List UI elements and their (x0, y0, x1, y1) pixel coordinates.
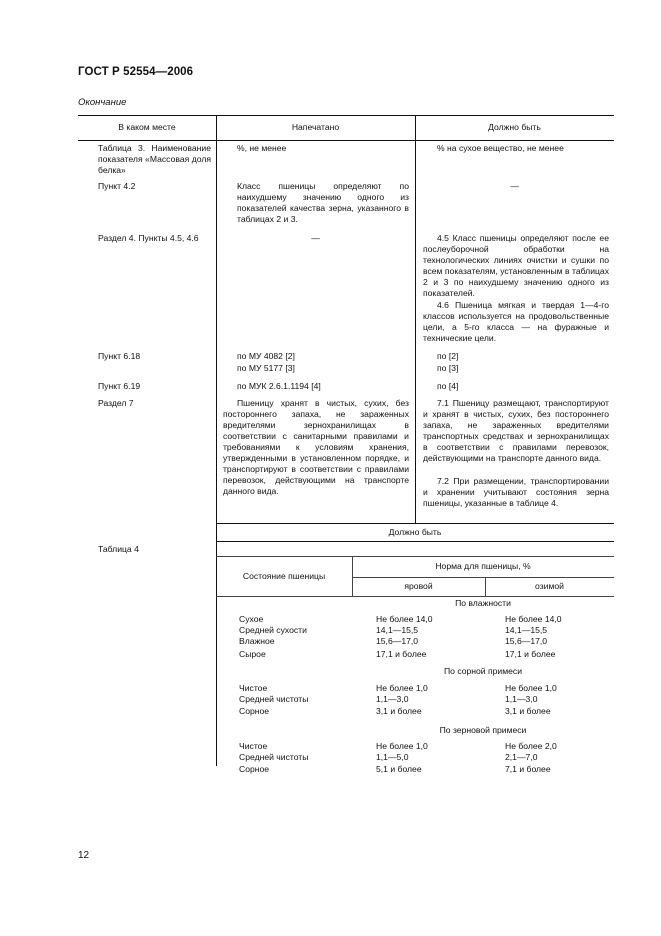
table4-state: Средней чистоты (239, 752, 309, 762)
table4-title: Должно быть (388, 527, 442, 537)
row-where: Таблица 3. Наименование показателя «Массовая доля белка» (98, 143, 211, 175)
table4-spring-value: 17,1 и более (376, 649, 427, 659)
table4-state: Сорное (239, 764, 270, 774)
row-should: % на сухое вещество, не менее (437, 143, 564, 153)
continuation-label: Окончание (78, 97, 127, 108)
row-should-paragraph: 4.6 Пшеница мягкая и твердая 1—4-го классов используется на продовольственные цели, а 5-го класса — на фуражные и технические цели. (423, 300, 609, 343)
table4-spring-value: Не более 14,0 (376, 614, 433, 624)
column-divider-1 (216, 115, 217, 766)
table4-winter-value: Не более 1,0 (505, 683, 557, 693)
table4-winter-value: 7,1 и более (505, 764, 551, 774)
table-top-border (78, 115, 614, 116)
table4-spring-value: 14,1—15,5 (376, 625, 419, 635)
row-should-paragraph: 4.5 Класс пшеницы определяют после ее послеуборочной обработки на технологических линиях очистки и сушки по всем показателям, установленным в таблицах 2 и 3 по наихудшему значению одного из показателей. (423, 233, 609, 298)
table4-state: Средней сухости (239, 625, 307, 635)
row-should: по [3] (437, 363, 459, 373)
table4-spring-value: 1,1—5,0 (376, 752, 409, 762)
row-where: Пункт 4.2 (98, 181, 136, 191)
row-printed: по МУ 4082 [2] (237, 351, 295, 361)
table4-spring-value: Не более 1,0 (376, 741, 428, 751)
row-should-paragraph: 7.1 Пшеницу размещают, транспортируют и хранят в чистых, сухих, без постороннего запаха, не зараженных вредителями транспортных средствах и зернохранилищах в соответствии с правилами перевозок, действующими на транспорте данного вида. (423, 398, 609, 463)
table4-spring-value: 3,1 и более (376, 706, 422, 716)
column-header-printed: Напечатано (291, 122, 340, 132)
row-should: по [2] (437, 351, 459, 361)
table4-spring-header: яровой (404, 581, 433, 591)
table4-state: Сырое (239, 649, 266, 659)
table4-norm-header: Норма для пшеницы, % (435, 561, 531, 571)
table-header-border (78, 140, 614, 141)
table4-spring-value: Не более 1,0 (376, 683, 428, 693)
table4-winter-value: 14,1—15,5 (505, 625, 548, 635)
table4-title-border (216, 541, 614, 542)
row-printed: %, не менее (237, 143, 287, 153)
table4-spring-value: 5,1 и более (376, 764, 422, 774)
row-printed: Пшеницу хранят в чистых, сухих, без постороннего запаха, не зараженных вредителями зернохранилищах в соответствии с санитарными правилами и требованиями к условиям хранения, утвержденными в установленном порядке, и транспортируют в соответствии с правилами перевозок, действующими на транспорте данного вида. (223, 398, 409, 496)
table4-group-title: По влажности (455, 598, 511, 608)
table4-winter-value: Не более 2,0 (505, 741, 557, 751)
page-number: 12 (78, 850, 90, 861)
row-printed: по МУК 2.6.1.1194 [4] (237, 381, 321, 391)
table4-state: Сорное (239, 706, 270, 716)
column-header-where: В каком месте (118, 122, 176, 132)
row-where: Раздел 4. Пункты 4.5, 4.6 (98, 233, 199, 243)
table4-state-header: Состояние пшеницы (242, 571, 326, 581)
table4-group-title: По сорной примеси (443, 666, 523, 676)
table4-state: Чистое (239, 741, 268, 751)
row-should: — (510, 181, 519, 191)
column-header-should: Должно быть (488, 122, 541, 132)
row-printed: Класс пшеницы определяют по наихудшему значению одного из показателей качества зерна, указанного в таблицах 2 и 3. (237, 181, 409, 224)
table4-winter-value: 15,6—17,0 (505, 636, 548, 646)
table4-group-title: По зерновой примеси (439, 725, 527, 735)
row-should: по [4] (437, 381, 459, 391)
row-where: Раздел 7 (98, 398, 134, 408)
row-where: Пункт 6.19 (98, 381, 141, 391)
table4-state: Сухое (239, 614, 264, 624)
column-divider-2 (415, 115, 416, 523)
table4-winter-header: озимой (535, 581, 564, 591)
table4-subheader-border (352, 577, 614, 578)
row-printed: по МУ 5177 [3] (237, 363, 295, 373)
row-should-paragraph: 7.2 При размещении, транспортировании и хранении учитывают состояния зерна пшеницы, указанные в таблице 4. (423, 476, 609, 508)
table4-spring-value: 1,1—3,0 (376, 694, 409, 704)
table4-state: Средней чистоты (239, 694, 309, 704)
table4-winter-value: 1,1—3,0 (505, 694, 538, 704)
table4-header-top (216, 556, 614, 557)
table4-state: Влажное (239, 636, 275, 646)
table4-spring-value: 15,6—17,0 (376, 636, 419, 646)
table4-where: Таблица 4 (98, 544, 139, 554)
document-title: ГОСТ Р 52554—2006 (78, 66, 194, 78)
table4-header-bottom (216, 596, 614, 597)
table4-winter-value: Не более 14,0 (505, 614, 562, 624)
table4-winter-value: 2,1—7,0 (505, 752, 538, 762)
row-printed: — (311, 233, 320, 243)
table4-state: Чистое (239, 683, 268, 693)
table4-winter-value: 17,1 и более (505, 649, 556, 659)
row-where: Пункт 6.18 (98, 351, 141, 361)
table4-winter-value: 3,1 и более (505, 706, 551, 716)
table4-top-border (216, 523, 614, 524)
